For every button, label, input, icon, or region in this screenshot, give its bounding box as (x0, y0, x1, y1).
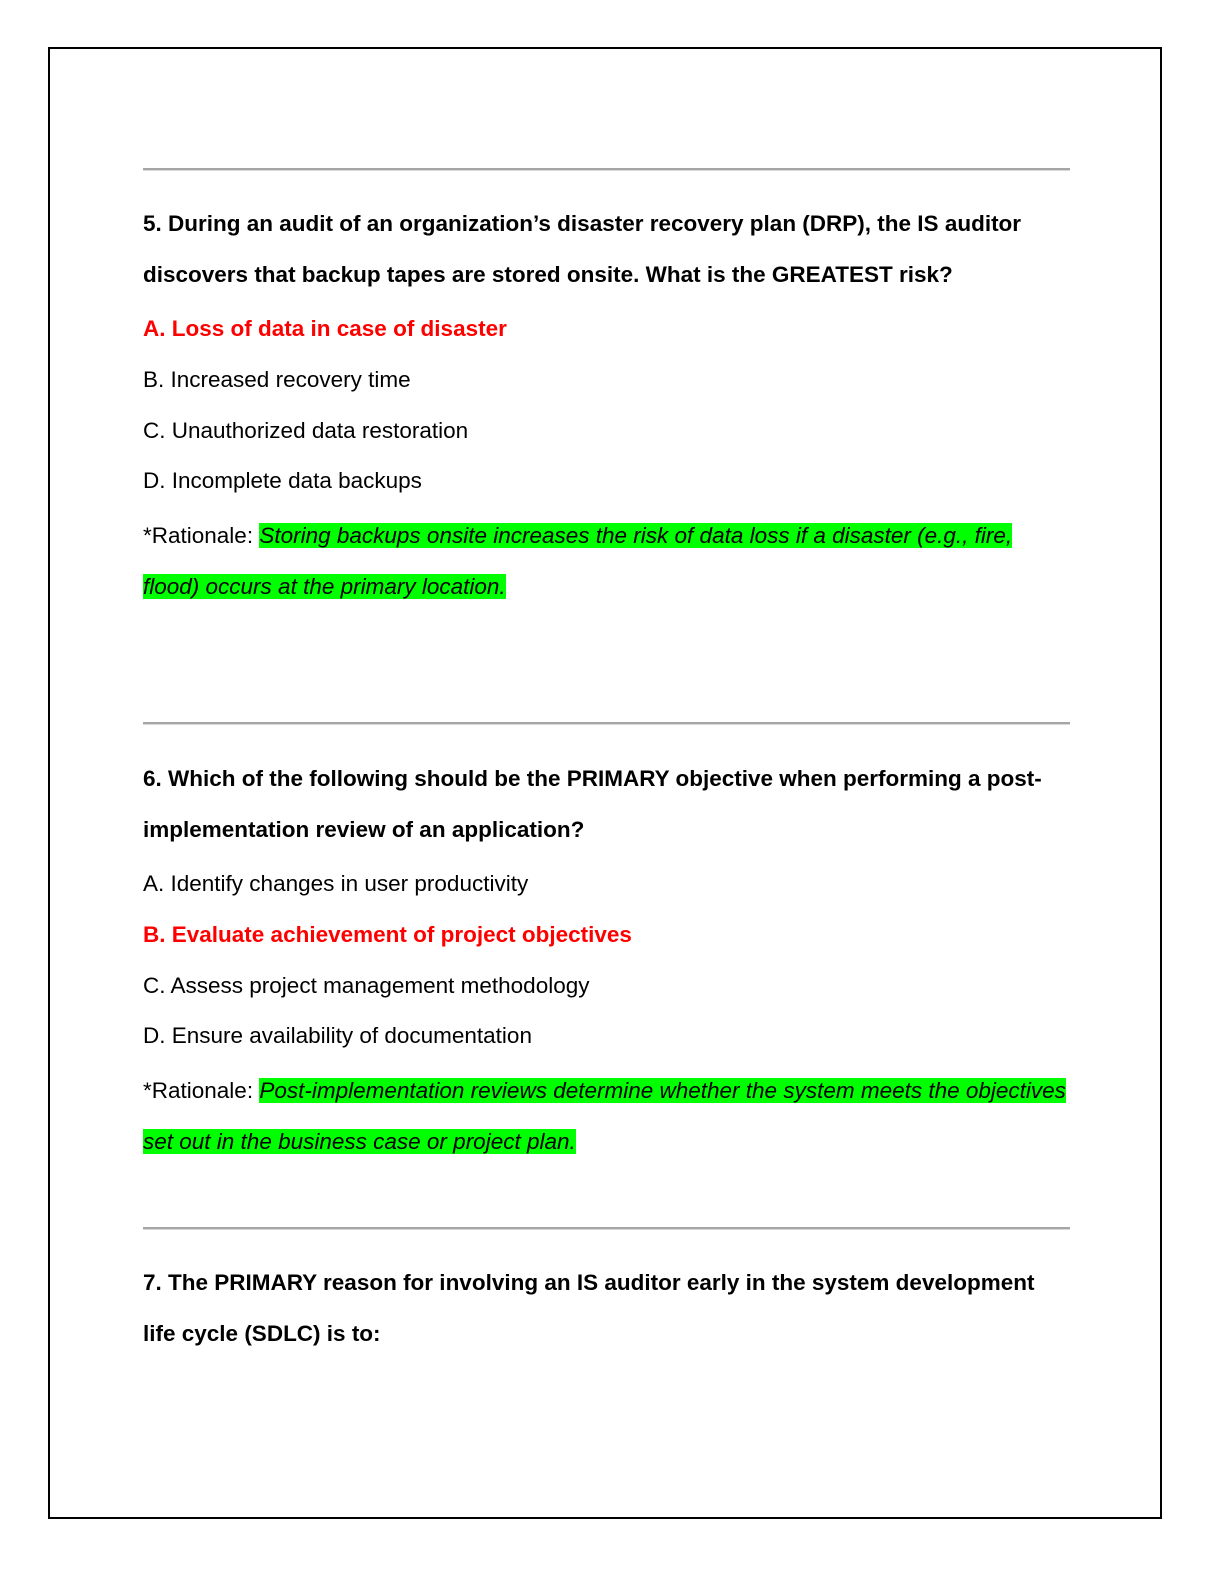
question-text: 5. During an audit of an organization’s disaster recovery plan (DRP), the IS auditor discovers that backup tapes are stored onsite. What is the GREATEST risk? (143, 211, 1022, 287)
rationale-text: Storing backups onsite increases the risk of data loss if a disaster (e.g., fire, flood) occurs at the primary location. (143, 523, 1013, 599)
question-block-5 (143, 198, 1070, 612)
option-b: B. Evaluate achievement of project objectives (143, 922, 632, 947)
rationale-label: *Rationale: (143, 1078, 260, 1103)
rationale (143, 1065, 1070, 1167)
option-b: B. Increased recovery time (143, 367, 411, 392)
divider (143, 722, 1070, 724)
option-c: C. Unauthorized data restoration (143, 418, 469, 443)
option-d: D. Incomplete data backups (143, 468, 422, 493)
rationale (143, 510, 1070, 612)
option-a: A. Loss of data in case of disaster (143, 316, 507, 341)
divider (143, 1227, 1070, 1229)
question-block-6 (143, 753, 1070, 1167)
question-text: 6. Which of the following should be the PRIMARY objective when performing a post-implementation review of an application? (143, 766, 1042, 842)
question-text: 7. The PRIMARY reason for involving an IS auditor early in the system development life cycle (SDLC) is to: (143, 1270, 1035, 1346)
option-d: D. Ensure availability of documentation (143, 1023, 532, 1048)
question-block-7 (143, 1257, 1070, 1359)
option-c: C. Assess project management methodology (143, 973, 590, 998)
option-a: A. Identify changes in user productivity (143, 871, 529, 896)
divider (143, 168, 1070, 170)
rationale-text: Post-implementation reviews determine whether the system meets the objectives set out in the business case or project plan. (143, 1078, 1066, 1154)
rationale-label: *Rationale: (143, 523, 260, 548)
